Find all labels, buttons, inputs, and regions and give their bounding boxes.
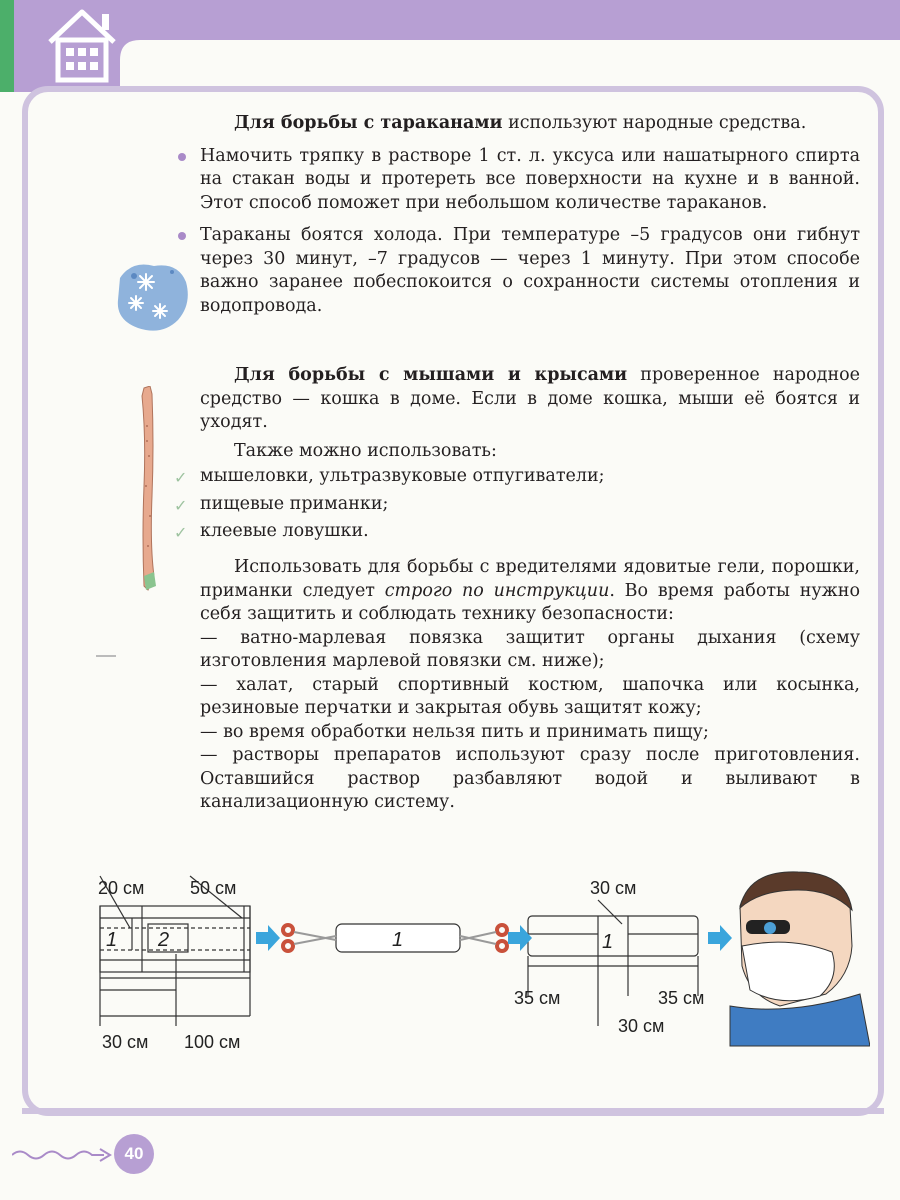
footer-rule bbox=[22, 1108, 884, 1114]
mice-check-text: пищевые приманки; bbox=[200, 493, 389, 514]
mice-check-text: мышеловки, ультразвуковые отпугиватели; bbox=[200, 466, 605, 486]
mice-check-text: клеевые ловушки. bbox=[200, 521, 369, 541]
mice-intro-bold: Для борьбы с мышами и крысами bbox=[234, 365, 628, 385]
bullet-dot-icon bbox=[178, 153, 186, 161]
glue-trap-illustration bbox=[128, 386, 168, 592]
mice-check-item bbox=[174, 465, 860, 489]
roaches-intro-bold: Для борьбы с тараканами bbox=[234, 113, 503, 133]
poison-intro-start: Использовать для борьбы с вредителями ядовитые гели, порошки, приманки следует bbox=[200, 557, 860, 601]
roaches-bullet-text: Намочить тряпку в растворе 1 ст. л. уксуса или нашатырного спирта на стакан воды и протереть все поверхности на кухне и в ванной. Этот способ поможет при небольшом количестве тараканов. bbox=[200, 145, 860, 213]
poison-intro-italic: строго по инструкции bbox=[384, 580, 610, 601]
roaches-bullet bbox=[200, 145, 860, 216]
roaches-section bbox=[200, 112, 860, 318]
page-edge-strip bbox=[0, 0, 14, 92]
label-num-2: 2 bbox=[158, 929, 170, 951]
margin-mark bbox=[96, 655, 116, 657]
label-35cm-right: 35 см bbox=[658, 988, 705, 1008]
label-num-1: 1 bbox=[106, 929, 118, 951]
poison-dash-item: — во время обработки нельзя пить и принимать пищу; bbox=[200, 721, 709, 742]
arrow-right-icon bbox=[256, 925, 280, 951]
label-35cm-left: 35 см bbox=[514, 988, 561, 1008]
checkmark-icon: ✓ bbox=[174, 495, 188, 515]
label-100cm: 100 см bbox=[184, 1032, 241, 1052]
arrow-right-icon bbox=[708, 925, 732, 951]
squiggle-arrow-icon bbox=[12, 1144, 114, 1166]
poison-intro-end: . Во время работы нужно себя защитить и соблюдать технику безопасности: bbox=[200, 580, 860, 624]
label-30cm-top: 30 см bbox=[590, 878, 637, 898]
checkmark-icon: ✓ bbox=[174, 523, 188, 542]
house-icon bbox=[44, 4, 120, 86]
label-num-1-folded: 1 bbox=[602, 931, 614, 953]
label-30cm-bottom: 30 см bbox=[618, 1016, 665, 1036]
poison-dash-item: — растворы препаратов используют сразу после приготовления. Оставшийся раствор разбавляют водой и выливают в канализационную систему. bbox=[200, 745, 860, 812]
roaches-intro bbox=[200, 112, 860, 136]
mice-check-item bbox=[174, 520, 860, 544]
label-30cm-left: 30 см bbox=[102, 1032, 149, 1052]
mice-intro-rest: проверенное народное средство — кошка в доме. Если в доме кошка, мыши её боятся и уходят. bbox=[200, 365, 860, 432]
mice-also: Также можно использовать: bbox=[234, 440, 497, 461]
roaches-bullet bbox=[200, 224, 860, 318]
gauze-mask-diagram bbox=[90, 866, 870, 1056]
snowflake-icon bbox=[112, 258, 192, 336]
mice-check-item bbox=[174, 493, 860, 517]
bullet-dot-icon bbox=[178, 232, 186, 240]
roaches-intro-rest: используют народные средства. bbox=[502, 113, 807, 133]
poison-dash-item: — ватно-марлевая повязка защитит органы дыхания (схему изготовления марлевой повязки см. ниже); bbox=[200, 627, 860, 671]
header-band bbox=[0, 0, 900, 92]
roaches-bullet-text: Тараканы боятся холода. При температуре –5 градусов они гибнут через 30 минут, –7 градусов — через 1 минуту. При этом способе важно заранее побеспокоится о сохранности системы отопления и водопровода. bbox=[200, 225, 860, 316]
person-in-mask bbox=[730, 872, 870, 1046]
checkmark-icon: ✓ bbox=[174, 468, 188, 487]
label-20cm: 20 см bbox=[98, 878, 145, 898]
page-number: 40 bbox=[114, 1134, 154, 1174]
label-num-1-roll: 1 bbox=[392, 929, 404, 951]
poison-section bbox=[200, 556, 860, 815]
mice-intro bbox=[200, 364, 860, 435]
poison-intro bbox=[200, 556, 860, 627]
label-50cm: 50 см bbox=[190, 878, 237, 898]
mice-section bbox=[174, 364, 860, 544]
poison-dash-item: — халат, старый спортивный костюм, шапочка или косынка, резиновые перчатки и закрытая обувь защитят кожу; bbox=[200, 674, 860, 718]
